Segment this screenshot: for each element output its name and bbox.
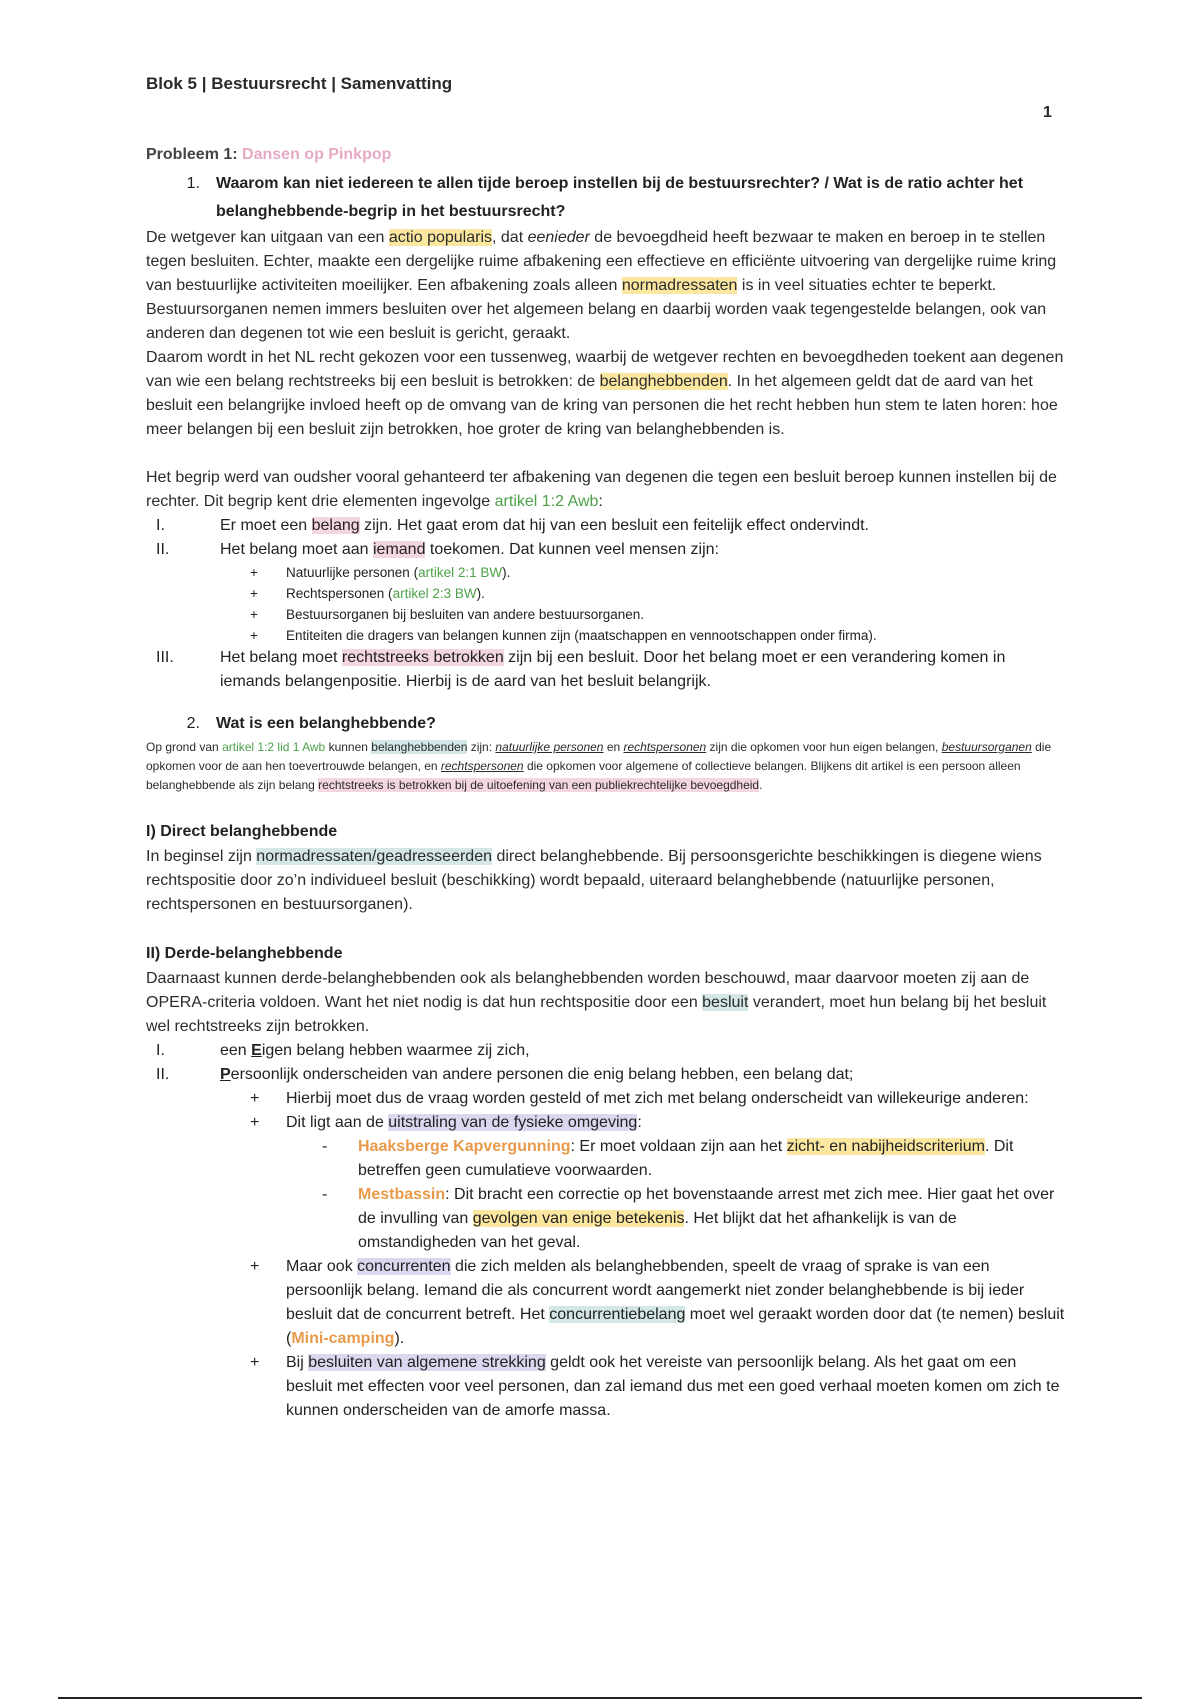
question-1 xyxy=(146,170,1066,226)
list-item xyxy=(250,604,1066,625)
paragraph-derde xyxy=(146,967,1066,1039)
dash-bullet-icon: - xyxy=(322,1186,328,1203)
opera-letter: P xyxy=(220,1066,231,1083)
element-iii xyxy=(146,646,1066,694)
plus-bullet-icon: + xyxy=(250,586,258,601)
text: Bij xyxy=(286,1354,309,1371)
plus-bullet-icon: + xyxy=(250,565,258,580)
text: Natuurlijke personen ( xyxy=(286,565,419,580)
text: Rechtspersonen ( xyxy=(286,586,393,601)
highlight-rechtstreeks: rechtstreeks is betrokken bij de uitoefening van een publiekrechtelijke bevoegdheid xyxy=(318,778,760,792)
question-number: 2. xyxy=(186,715,200,732)
text: igen belang hebben waarmee zij zich, xyxy=(261,1042,530,1059)
question-text: Wat is een belanghebbende? xyxy=(216,715,436,732)
underlined-term: rechtspersonen xyxy=(440,759,524,773)
underlined-term: natuurlijke personen xyxy=(495,740,604,754)
text: Het belang moet aan xyxy=(220,541,373,558)
highlight-concurrentiebelang: concurrentiebelang xyxy=(549,1306,686,1323)
section-heading: I) Direct belanghebbende xyxy=(146,823,338,840)
text: Er moet een xyxy=(220,517,312,534)
highlight-belanghebbenden: belanghebbenden xyxy=(599,373,728,390)
document-body xyxy=(146,146,1066,1423)
list-item xyxy=(250,562,1066,583)
text: die zich melden als belanghebbenden, speelt de vraag of sprake is van een persoonlijk belang. Iemand die als concurrent wordt aangemerkt niet zonder belanghebbende is bij ieder besluit dat de concurrent betreft. Het xyxy=(286,1258,1025,1323)
text: ersoonlijk onderscheiden van andere personen die enig belang hebben, een belang dat; xyxy=(230,1066,854,1083)
element-ii xyxy=(146,538,1066,562)
text: de bevoegdheid heeft bezwaar te maken en beroep in te stellen tegen besluiten. Echter, maakte een dergelijke ruime afbakening een effectieve en efficiënte uitvoering van dergelijke ruime kring van bestuurlijke activiteiten moeilijker. Een afbakening zoals alleen xyxy=(146,229,1057,294)
text: . xyxy=(759,778,763,792)
article-reference: artikel 2:1 BW xyxy=(418,565,503,580)
list-item xyxy=(250,1351,1066,1423)
highlight-zicht-nabijheid: zicht- en nabijheidscriterium xyxy=(786,1138,985,1155)
text: Hierbij moet dus de vraag worden gesteld of met zich met belang onderscheidt van willekeurige anderen: xyxy=(286,1090,1029,1107)
element-i xyxy=(146,514,1066,538)
text: Het belang moet xyxy=(220,649,342,666)
highlight-belang: belang xyxy=(311,517,360,534)
plus-bullet-icon: + xyxy=(250,1354,260,1371)
list-item xyxy=(250,625,1066,646)
text: Entiteiten die dragers van belangen kunnen zijn (maatschappen en vennootschappen onder firma). xyxy=(286,628,877,643)
case-name: Haaksberge Kapvergunning xyxy=(358,1138,571,1155)
highlight-besluit: besluit xyxy=(702,994,749,1011)
highlight-rechtstreeks-betrokken: rechtstreeks betrokken xyxy=(341,649,504,666)
text: die opkomen voor de aan hen toevertrouwde belangen, en xyxy=(146,740,1052,773)
page-number: 1 xyxy=(1043,104,1052,121)
list-item xyxy=(322,1183,1066,1255)
question-text: Waarom kan niet iedereen te allen tijde beroep instellen bij de bestuursrechter? / Wat is de ratio achter het belanghebbende-begrip in het bestuursrecht? xyxy=(216,175,1024,220)
question-2 xyxy=(146,710,1066,738)
text: die opkomen voor algemene of collectieve belangen. Blijkens dit artikel is een persoon alleen belanghebbende als zijn belang xyxy=(146,759,1021,792)
plus-bullet-icon: + xyxy=(250,607,258,622)
text: zijn bij een besluit. Door het belang moet er een verandering komen in iemands belangenpositie. Hierbij is de aard van het besluit belangrijk. xyxy=(220,649,1006,690)
plus-bullet-icon: + xyxy=(250,1114,260,1131)
paragraph-2 xyxy=(146,346,1066,442)
article-reference: artikel 2:3 BW xyxy=(392,586,477,601)
text: een xyxy=(220,1042,252,1059)
highlight-normadressaten: normadressaten/geadresseerden xyxy=(256,848,492,865)
page-header: Blok 5 | Bestuursrecht | Samenvatting xyxy=(146,74,453,93)
text: Daarnaast kunnen derde-belanghebbenden ook als belanghebbenden worden beschouwd, maar daarvoor moeten zij aan de OPERA-criteria voldoen. Want het niet nodig is dat hun rechtspositie door een xyxy=(146,970,1030,1011)
case-name: Mestbassin xyxy=(358,1186,446,1203)
text: : Er moet voldaan zijn aan het xyxy=(570,1138,787,1155)
highlight-actio-popularis: actio popularis xyxy=(388,229,492,246)
plus-bullet-icon: + xyxy=(250,1258,260,1275)
text: geldt ook het vereiste van persoonlijk belang. Als het gaat om een besluit met effecten voor veel personen, dan zal iemand dus met een goed verhaal moeten komen om zich te kunnen onderscheiden van de amorfe massa. xyxy=(286,1354,1060,1419)
text: ). xyxy=(502,565,511,580)
highlight-concurrenten: concurrenten xyxy=(357,1258,451,1275)
roman-numeral: II. xyxy=(156,1066,170,1083)
highlight-normadressaten: normadressaten xyxy=(621,277,738,294)
text: : xyxy=(637,1114,642,1131)
problem-title xyxy=(146,146,1066,164)
text: zijn: xyxy=(467,740,496,754)
text: zijn. Het gaat erom dat hij van een besluit een feitelijk effect ondervindt. xyxy=(359,517,869,534)
article-reference: artikel 1:2 lid 1 Awb xyxy=(222,740,326,754)
text: verandert, moet hun belang bij het besluit wel rechtstreeks zijn betrokken. xyxy=(146,994,1047,1035)
text: Daarom wordt in het NL recht gekozen voor een tussenweg, waarbij de wetgever rechten en bevoegdheden toekent aan degenen van wie een belang rechtstreeks bij een besluit is betrokken: de xyxy=(146,349,1064,390)
plus-bullet-icon: + xyxy=(250,1090,260,1107)
opera-item xyxy=(146,1063,1066,1087)
text: kunnen xyxy=(325,740,372,754)
problem-name: Dansen op Pinkpop xyxy=(242,146,392,163)
text: zijn die opkomen voor hun eigen belangen, xyxy=(706,740,942,754)
list-item xyxy=(322,1135,1066,1183)
paragraph-3 xyxy=(146,466,1066,514)
text: : xyxy=(598,493,603,510)
text: Het begrip werd van oudsher vooral gehanteerd ter afbakening van degenen die tegen een besluit beroep kunnen instellen bij de rechter. Dit begrip kent drie elementen ingevolge xyxy=(146,469,1057,510)
highlight-belanghebbenden: belanghebbenden xyxy=(371,740,468,754)
small-paragraph xyxy=(146,738,1066,795)
highlight-uitstraling: uitstraling van de fysieke omgeving xyxy=(388,1114,638,1131)
section-heading: II) Derde-belanghebbende xyxy=(146,945,343,962)
text: : Dit bracht een correctie op het bovenstaande arrest met zich mee. Hier gaat het over de invulling van xyxy=(358,1186,1055,1227)
roman-numeral: I. xyxy=(156,517,165,534)
text: Dit ligt aan de xyxy=(286,1114,389,1131)
text: Op grond van xyxy=(146,740,223,754)
underlined-term: bestuursorganen xyxy=(941,740,1032,754)
highlight-algemene-strekking: besluiten van algemene strekking xyxy=(308,1354,546,1371)
text: De wetgever kan uitgaan van een xyxy=(146,229,389,246)
roman-numeral: III. xyxy=(156,649,174,666)
case-name: Mini-camping xyxy=(291,1330,395,1347)
highlight-iemand: iemand xyxy=(373,541,426,558)
text: . Dit betreffen geen cumulatieve voorwaarden. xyxy=(358,1138,1014,1179)
text: . In het algemeen geldt dat de aard van het besluit een belangrijke invloed heeft op de omvang van de kring van personen die het recht hebben hun stem te laten horen: hoe meer belangen bij een besluit zijn betrokken, hoe groter de kring van belanghebbenden is. xyxy=(146,373,1058,438)
list-item xyxy=(250,1255,1066,1351)
roman-numeral: I. xyxy=(156,1042,165,1059)
text: Bestuursorganen bij besluiten van andere bestuursorganen. xyxy=(286,607,644,622)
article-reference: artikel 1:2 Awb xyxy=(494,493,599,510)
highlight-gevolgen: gevolgen van enige betekenis xyxy=(472,1210,685,1227)
underlined-term: rechtspersonen xyxy=(623,740,707,754)
plus-bullet-icon: + xyxy=(250,628,258,643)
paragraph-direct xyxy=(146,845,1066,917)
problem-label: Probleem 1: xyxy=(146,146,238,163)
text: ). xyxy=(476,586,485,601)
text: is in veel situaties echter te beperkt. Bestuursorganen nemen immers besluiten over het algemeen belang en daarbij worden vaak tegengestelde belangen, ook van anderen dan degenen tot wie een besluit is gericht, geraakt. xyxy=(146,277,1047,342)
list-item xyxy=(250,1111,1066,1135)
footer-divider xyxy=(58,1697,1142,1699)
list-item xyxy=(250,1087,1066,1111)
text: toekomen. Dat kunnen veel mensen zijn: xyxy=(425,541,719,558)
text: ). xyxy=(394,1330,405,1347)
dash-bullet-icon: - xyxy=(322,1138,328,1155)
text: en xyxy=(603,740,624,754)
emphasis-eenieder: eenieder xyxy=(527,229,590,246)
text: Maar ook xyxy=(286,1258,358,1275)
text: direct belanghebbende. Bij persoonsgerichte beschikkingen is diegene wiens rechtspositie door zo’n individueel besluit (beschikking) wordt bepaald, uiteraard belanghebbende (natuurlijke personen, rechtspersonen en bestuursorganen). xyxy=(146,848,1042,913)
roman-numeral: II. xyxy=(156,541,170,558)
text: , dat xyxy=(492,229,528,246)
list-item xyxy=(250,583,1066,604)
question-number: 1. xyxy=(186,175,200,192)
text: moet wel geraakt worden door dat (te nemen) besluit ( xyxy=(286,1306,1065,1347)
text: In beginsel zijn xyxy=(146,848,257,865)
opera-item xyxy=(146,1039,1066,1063)
paragraph-1 xyxy=(146,226,1066,346)
text: . Het blijkt dat het afhankelijk is van de omstandigheden van het geval. xyxy=(358,1210,957,1251)
opera-letter: E xyxy=(251,1042,262,1059)
